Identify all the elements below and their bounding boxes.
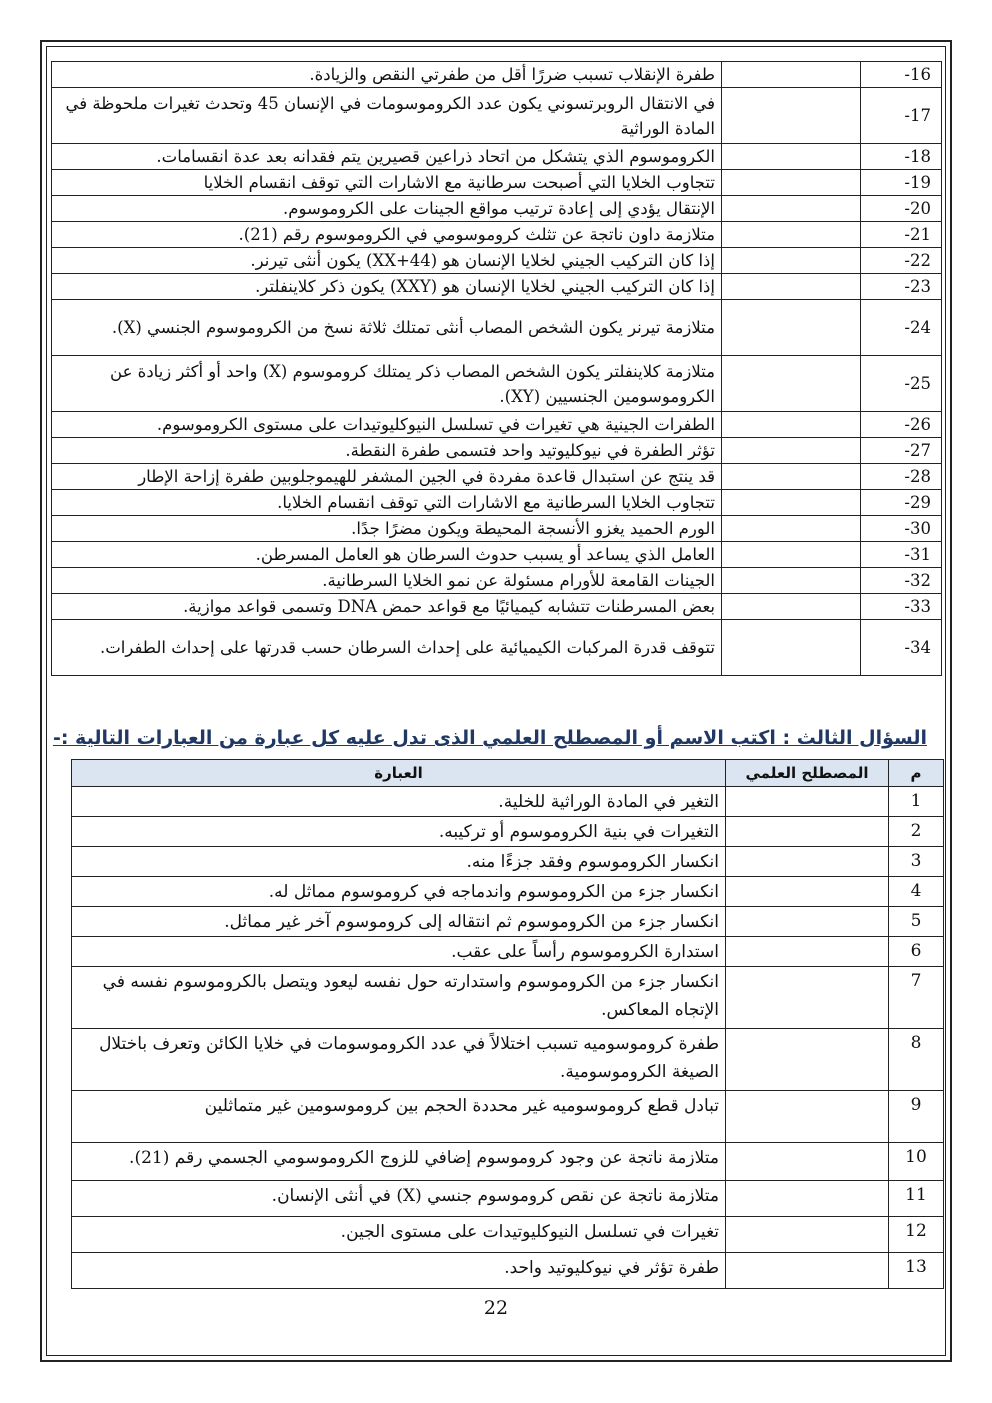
row-number: -30 [861,516,942,542]
answer-cell[interactable] [722,196,861,222]
table-row [52,464,942,490]
statement-text: الكروموسوم الذي يتشكل من اتحاد ذراعين قصيرين يتم فقدانه بعد عدة انقسامات. [52,144,722,170]
term-answer-cell[interactable] [726,1217,889,1253]
scientific-terms-table [71,759,944,1289]
answer-cell[interactable] [722,412,861,438]
page-number: 22 [483,1297,509,1319]
table-row [52,62,942,88]
statement-text: قد ينتج عن استبدال قاعدة مفردة في الجين المشفر للهيموجلوبين طفرة إزاحة الإطار [52,464,722,490]
table-header-row [72,760,944,787]
row-number: -26 [861,412,942,438]
term-answer-cell[interactable] [726,967,889,1029]
answer-cell[interactable] [722,62,861,88]
term-answer-cell[interactable] [726,1091,889,1143]
row-number: -20 [861,196,942,222]
table-row [72,1181,944,1217]
statement-text: الورم الحميد يغزو الأنسجة المحيطة ويكون مضرًا جدًا. [52,516,722,542]
row-number: 10 [889,1143,944,1181]
table-row [52,568,942,594]
table-row [72,847,944,877]
statement-text: التغير في المادة الوراثية للخلية. [72,787,726,817]
answer-cell[interactable] [722,594,861,620]
term-answer-cell[interactable] [726,1181,889,1217]
statement-text: طفرة كروموسوميه تسبب اختلالاً في عدد الكروموسومات في خلايا الكائن وتعرف باختلال الصيغة الكروموسومية. [72,1029,726,1091]
header-number: م [889,760,944,787]
table-row [72,1143,944,1181]
term-answer-cell[interactable] [726,1143,889,1181]
answer-cell[interactable] [722,88,861,144]
statement-text: العامل الذي يساعد أو يسبب حدوث السرطان هو العامل المسرطن. [52,542,722,568]
table-row [72,1217,944,1253]
row-number: 3 [889,847,944,877]
row-number: -19 [861,170,942,196]
table-row [52,248,942,274]
row-number: -29 [861,490,942,516]
table-row [52,594,942,620]
statement-text: تتوقف قدرة المركبات الكيميائية على إحداث السرطان حسب قدرتها على إحداث الطفرات. [52,620,722,676]
statement-text: تغيرات في تسلسل النيوكليوتيدات على مستوى الجين. [72,1217,726,1253]
table-row [72,1091,944,1143]
row-number: 11 [889,1181,944,1217]
header-statement: العبارة [72,760,726,787]
row-number: 6 [889,937,944,967]
statement-text: إذا كان التركيب الجيني لخلايا الإنسان هو (44+XX) يكون أنثى تيرنر. [52,248,722,274]
row-number: -32 [861,568,942,594]
statement-text: التغيرات في بنية الكروموسوم أو تركيبه. [72,817,726,847]
statement-text: استدارة الكروموسوم رأساً على عقب. [72,937,726,967]
table-row [52,170,942,196]
header-term: المصطلح العلمي [726,760,889,787]
row-number: 8 [889,1029,944,1091]
answer-cell[interactable] [722,568,861,594]
row-number: 9 [889,1091,944,1143]
table-row [52,144,942,170]
answer-cell[interactable] [722,144,861,170]
term-answer-cell[interactable] [726,907,889,937]
answer-cell[interactable] [722,248,861,274]
row-number: -31 [861,542,942,568]
statement-text: متلازمة ناتجة عن نقص كروموسوم جنسي (X) في أنثى الإنسان. [72,1181,726,1217]
row-number: -25 [861,356,942,412]
table-row [52,412,942,438]
row-number: 12 [889,1217,944,1253]
statement-text: انكسار جزء من الكروموسوم ثم انتقاله إلى كروموسوم آخر غير مماثل. [72,907,726,937]
term-answer-cell[interactable] [726,817,889,847]
answer-cell[interactable] [722,222,861,248]
statement-text: متلازمة تيرنر يكون الشخص المصاب أنثى تمتلك ثلاثة نسخ من الكروموسوم الجنسي (X). [52,300,722,356]
statement-text: الطفرات الجينية هي تغيرات في تسلسل النيوكليوتيدات على مستوى الكروموسوم. [52,412,722,438]
statement-text: متلازمة كلاينفلتر يكون الشخص المصاب ذكر يمتلك كروموسوم (X) واحد أو أكثر زيادة عن الكروموسومين الجنسيين (XY). [52,356,722,412]
row-number: 7 [889,967,944,1029]
table-row [52,438,942,464]
term-answer-cell[interactable] [726,847,889,877]
table-row [72,907,944,937]
answer-cell[interactable] [722,490,861,516]
answer-cell[interactable] [722,516,861,542]
table-row [52,274,942,300]
table-row [52,490,942,516]
table-row [72,817,944,847]
answer-cell[interactable] [722,620,861,676]
statement-text: تتجاوب الخلايا السرطانية مع الاشارات التي توقف انقسام الخلايا. [52,490,722,516]
term-answer-cell[interactable] [726,937,889,967]
term-answer-cell[interactable] [726,877,889,907]
statement-text: تؤثر الطفرة في نيوكليوتيد واحد فتسمى طفرة النقطة. [52,438,722,464]
statement-text: بعض المسرطنات تتشابه كيميائيًا مع قواعد حمض DNA وتسمى قواعد موازية. [52,594,722,620]
row-number: -34 [861,620,942,676]
table-row [52,196,942,222]
row-number: 13 [889,1253,944,1289]
row-number: -22 [861,248,942,274]
answer-cell[interactable] [722,300,861,356]
statement-text: انكسار الكروموسوم وفقد جزءًا منه. [72,847,726,877]
table-row [72,1253,944,1289]
statement-text: متلازمة ناتجة عن وجود كروموسوم إضافي للزوج الكروموسومي الجسمي رقم (21). [72,1143,726,1181]
table-row [72,787,944,817]
statement-text: الجينات القامعة للأورام مسئولة عن نمو الخلايا السرطانية. [52,568,722,594]
answer-cell[interactable] [722,464,861,490]
table-row [52,300,942,356]
term-answer-cell[interactable] [726,1029,889,1091]
table-row [72,1029,944,1091]
statement-text: الإنتقال يؤدي إلى إعادة ترتيب مواقع الجينات على الكروموسوم. [52,196,722,222]
term-answer-cell[interactable] [726,1253,889,1289]
table-row [72,967,944,1029]
row-number: 2 [889,817,944,847]
statement-text: في الانتقال الروبرتسوني يكون عدد الكروموسومات في الإنسان 45 وتحدث تغيرات ملحوظة في المادة الوراثية [52,88,722,144]
statement-text: انكسار جزء من الكروموسوم واستدارته حول نفسه ليعود ويتصل بالكروموسوم نفسه في الإتجاه المعاكس. [72,967,726,1029]
question-three-title: السؤال الثالث : اكتب الاسم أو المصطلح العلمي الذى تدل عليه كل عبارة من العبارات التالية :- [52,727,927,749]
table-row [72,877,944,907]
row-number: -27 [861,438,942,464]
statement-text: طفرة تؤثر في نيوكليوتيد واحد. [72,1253,726,1289]
table-row [52,222,942,248]
row-number: -17 [861,88,942,144]
table-row [52,620,942,676]
statement-text: انكسار جزء من الكروموسوم واندماجه في كروموسوم مماثل له. [72,877,726,907]
statement-text: طفرة الإنقلاب تسبب ضررًا أقل من طفرتي النقص والزيادة. [52,62,722,88]
answer-cell[interactable] [722,356,861,412]
row-number: -21 [861,222,942,248]
table-row [52,356,942,412]
answer-cell[interactable] [722,542,861,568]
term-answer-cell[interactable] [726,787,889,817]
row-number: -16 [861,62,942,88]
table-row [72,937,944,967]
row-number: -23 [861,274,942,300]
statement-text: إذا كان التركيب الجيني لخلايا الإنسان هو (XXY) يكون ذكر كلاينفلتر. [52,274,722,300]
row-number: 1 [889,787,944,817]
answer-cell[interactable] [722,274,861,300]
table-row [52,516,942,542]
statement-text: تبادل قطع كروموسوميه غير محددة الحجم بين كروموسومين غير متماثلين [72,1091,726,1143]
row-number: -18 [861,144,942,170]
true-false-table [51,61,942,676]
statement-text: متلازمة داون ناتجة عن تثلث كروموسومي في الكروموسوم رقم (21). [52,222,722,248]
answer-cell[interactable] [722,170,861,196]
row-number: -28 [861,464,942,490]
row-number: -33 [861,594,942,620]
row-number: -24 [861,300,942,356]
table-row [52,88,942,144]
row-number: 4 [889,877,944,907]
row-number: 5 [889,907,944,937]
statement-text: تتجاوب الخلايا التي أصبحت سرطانية مع الاشارات التي توقف انقسام الخلايا [52,170,722,196]
table-row [52,542,942,568]
answer-cell[interactable] [722,438,861,464]
